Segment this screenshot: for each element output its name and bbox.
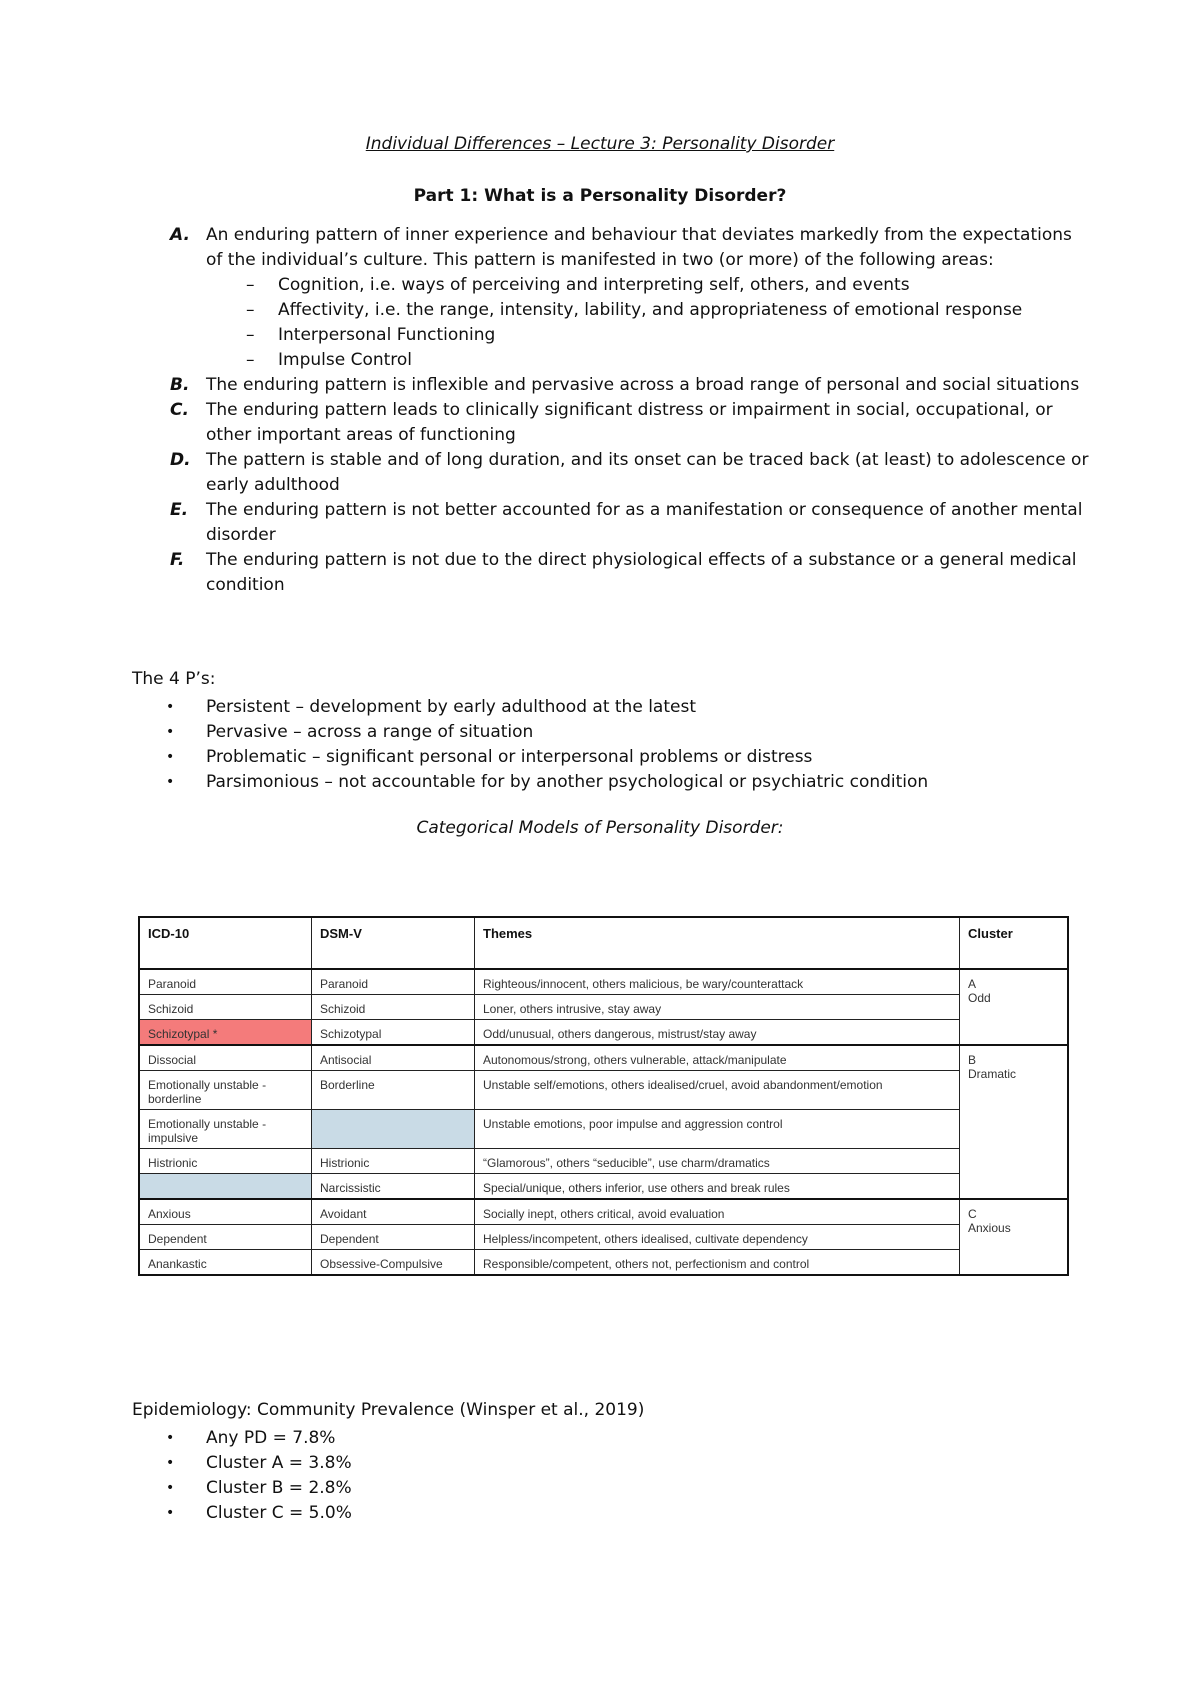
dash-marker: – (246, 275, 255, 295)
table-title: Categorical Models of Personality Disorder: (416, 818, 784, 838)
epidemiology-list (132, 1426, 932, 1526)
criterion-letter: F. (170, 550, 185, 570)
column-header-cluster: Cluster (960, 917, 1069, 969)
dsm-cell: Schizotypal (312, 1020, 475, 1046)
area-item (206, 323, 1090, 348)
theme-cell: Righteous/innocent, others malicious, be wary/counterattack (475, 969, 960, 995)
theme-cell: Unstable emotions, poor impulse and aggression control (475, 1110, 960, 1149)
list-item (132, 720, 1052, 745)
dsm-cell: Paranoid (312, 969, 475, 995)
criterion-c (170, 398, 1090, 448)
dsm-cell: Histrionic (312, 1149, 475, 1174)
cluster-cell-a (960, 969, 1069, 1045)
dsm-cell: Obsessive-Compulsive (312, 1250, 475, 1276)
list-item (132, 770, 1052, 795)
theme-cell: Helpless/incompetent, others idealised, cultivate dependency (475, 1225, 960, 1250)
criterion-letter: C. (170, 400, 189, 420)
icd-cell: Emotionally unstable - impulsive (139, 1110, 312, 1149)
bullet-icon: • (166, 1430, 175, 1446)
table-row (139, 1149, 1068, 1174)
criterion-f (170, 548, 1090, 598)
list-item-text: Persistent – development by early adulthood at the latest (206, 697, 696, 717)
area-text: Affectivity, i.e. the range, intensity, lability, and appropriateness of emotional response (278, 300, 1023, 320)
dsm-cell: Antisocial (312, 1045, 475, 1071)
area-item (206, 348, 1090, 373)
document-title: Individual Differences – Lecture 3: Personality Disorder (365, 134, 835, 154)
cluster-cell-b (960, 1045, 1069, 1199)
four-ps-list (132, 695, 1052, 795)
dsm-cell: Avoidant (312, 1199, 475, 1225)
table-row (139, 1020, 1068, 1046)
list-item-text: Cluster B = 2.8% (206, 1478, 352, 1498)
list-item-text: Pervasive – across a range of situation (206, 722, 534, 742)
theme-cell: Special/unique, others inferior, use others and break rules (475, 1174, 960, 1200)
criterion-text: The enduring pattern is inflexible and pervasive across a broad range of personal and social situations (206, 375, 1080, 395)
table-row (139, 1199, 1068, 1225)
dash-marker: – (246, 350, 255, 370)
dash-marker: – (246, 325, 255, 345)
area-item (206, 298, 1090, 323)
list-item (132, 1476, 932, 1501)
personality-disorder-table (138, 916, 1069, 1276)
list-item (132, 1501, 932, 1526)
table-header-row (139, 917, 1068, 969)
table-row (139, 1174, 1068, 1200)
icd-cell: Dissocial (139, 1045, 312, 1071)
list-item (132, 745, 1052, 770)
theme-cell: Socially inept, others critical, avoid evaluation (475, 1199, 960, 1225)
table-row (139, 1045, 1068, 1071)
area-item (206, 273, 1090, 298)
icd-cell-empty (139, 1174, 312, 1200)
list-item (132, 1451, 932, 1476)
criterion-text: The pattern is stable and of long duration, and its onset can be traced back (at least) to adolescence or early adulthood (206, 450, 1089, 495)
criterion-d (170, 448, 1090, 498)
cluster-letter: A (968, 977, 977, 991)
area-text: Cognition, i.e. ways of perceiving and interpreting self, others, and events (278, 275, 910, 295)
dsm-cell: Dependent (312, 1225, 475, 1250)
bullet-icon: • (166, 774, 175, 790)
theme-cell: Autonomous/strong, others vulnerable, attack/manipulate (475, 1045, 960, 1071)
icd-cell: Emotionally unstable - borderline (139, 1071, 312, 1110)
cluster-name: Dramatic (968, 1067, 1017, 1081)
dsm-cell: Schizoid (312, 995, 475, 1020)
icd-cell: Paranoid (139, 969, 312, 995)
list-item (132, 1426, 932, 1451)
cluster-name: Anxious (968, 1221, 1011, 1235)
icd-cell: Histrionic (139, 1149, 312, 1174)
column-header-icd: ICD-10 (139, 917, 312, 969)
cluster-name: Odd (968, 991, 991, 1005)
area-text: Interpersonal Functioning (278, 325, 496, 345)
criterion-text: An enduring pattern of inner experience and behaviour that deviates markedly from the expectations of the individual’s culture. This pattern is manifested in two (or more) of the following areas: (206, 225, 1072, 270)
bullet-icon: • (166, 699, 175, 715)
dash-marker: – (246, 300, 255, 320)
criteria-list (170, 223, 1090, 598)
table-row (139, 1071, 1068, 1110)
icd-cell: Anxious (139, 1199, 312, 1225)
criterion-b (170, 373, 1090, 398)
criterion-text: The enduring pattern is not better accounted for as a manifestation or consequence of another mental disorder (206, 500, 1083, 545)
column-header-themes: Themes (475, 917, 960, 969)
icd-cell: Anankastic (139, 1250, 312, 1276)
criterion-a (170, 223, 1090, 373)
cluster-letter: B (968, 1053, 977, 1067)
cluster-letter: C (968, 1207, 977, 1221)
four-ps-heading: The 4 P’s: (132, 669, 216, 689)
bullet-icon: • (166, 1480, 175, 1496)
theme-cell: Unstable self/emotions, others idealised/cruel, avoid abandonment/emotion (475, 1071, 960, 1110)
theme-cell: Loner, others intrusive, stay away (475, 995, 960, 1020)
epidemiology-heading: Epidemiology: Community Prevalence (Winsper et al., 2019) (132, 1400, 645, 1420)
list-item-text: Cluster A = 3.8% (206, 1453, 352, 1473)
table-row (139, 1250, 1068, 1276)
criterion-letter: B. (170, 375, 190, 395)
list-item-text: Cluster C = 5.0% (206, 1503, 352, 1523)
icd-cell-highlighted: Schizotypal * (139, 1020, 312, 1046)
criterion-e (170, 498, 1090, 548)
criterion-letter: E. (170, 500, 189, 520)
part1-heading: Part 1: What is a Personality Disorder? (413, 186, 787, 206)
icd-cell: Schizoid (139, 995, 312, 1020)
criterion-letter: A. (170, 225, 190, 245)
list-item-text: Any PD = 7.8% (206, 1428, 336, 1448)
bullet-icon: • (166, 1505, 175, 1521)
theme-cell: Odd/unusual, others dangerous, mistrust/stay away (475, 1020, 960, 1046)
column-header-dsm: DSM-V (312, 917, 475, 969)
cluster-cell-c (960, 1199, 1069, 1275)
icd-cell: Dependent (139, 1225, 312, 1250)
theme-cell: “Glamorous”, others “seducible”, use charm/dramatics (475, 1149, 960, 1174)
table-row (139, 1110, 1068, 1149)
bullet-icon: • (166, 724, 175, 740)
dsm-cell-empty (312, 1110, 475, 1149)
areas-list (206, 273, 1090, 373)
table-row (139, 1225, 1068, 1250)
list-item-text: Parsimonious – not accountable for by another psychological or psychiatric condition (206, 772, 929, 792)
table-row (139, 995, 1068, 1020)
table-row (139, 969, 1068, 995)
list-item-text: Problematic – significant personal or interpersonal problems or distress (206, 747, 813, 767)
list-item (132, 695, 1052, 720)
theme-cell: Responsible/competent, others not, perfectionism and control (475, 1250, 960, 1276)
bullet-icon: • (166, 1455, 175, 1471)
area-text: Impulse Control (278, 350, 413, 370)
dsm-cell: Borderline (312, 1071, 475, 1110)
dsm-cell: Narcissistic (312, 1174, 475, 1200)
criterion-text: The enduring pattern leads to clinically significant distress or impairment in social, occupational, or other important areas of functioning (206, 400, 1053, 445)
criterion-text: The enduring pattern is not due to the direct physiological effects of a substance or a general medical condition (206, 550, 1077, 595)
criterion-letter: D. (170, 450, 191, 470)
bullet-icon: • (166, 749, 175, 765)
